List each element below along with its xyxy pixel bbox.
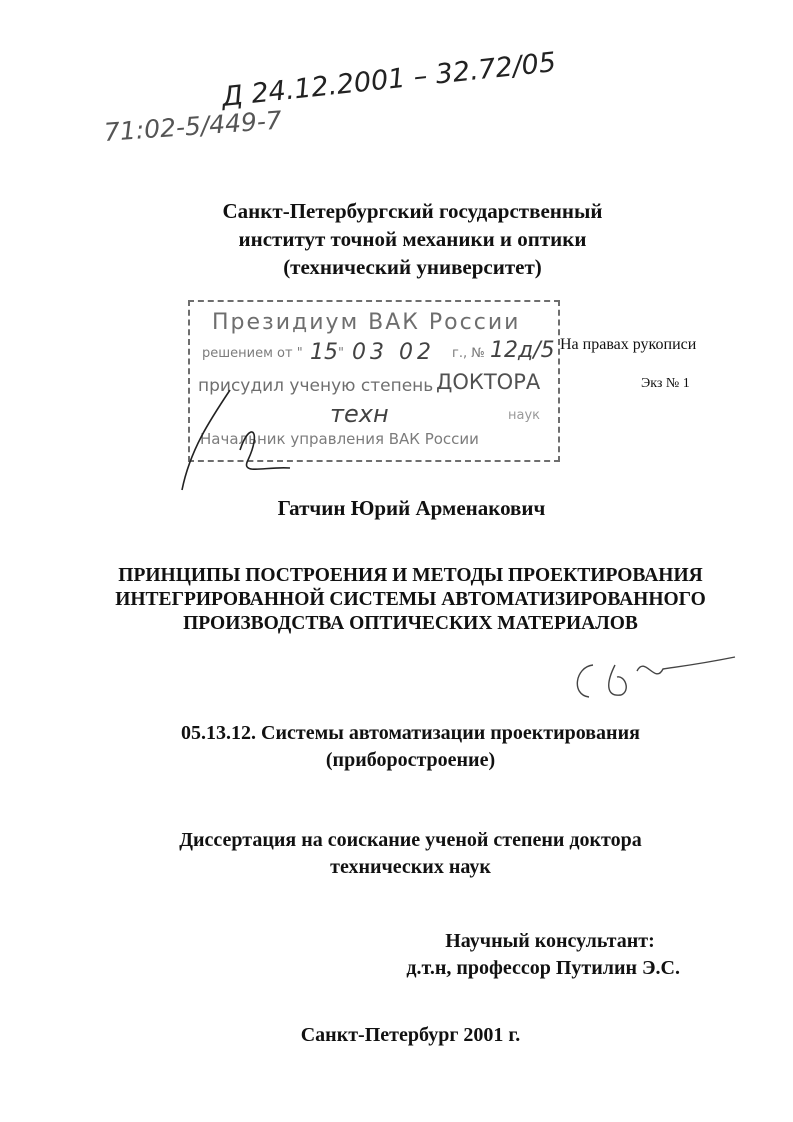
handwritten-registration: Д 24.12.2001 – 32.72/05 <box>220 46 558 113</box>
stamp-title: Президиум ВАК России <box>212 310 521 335</box>
stamp-field: техн <box>330 400 389 428</box>
university-header <box>16 197 793 281</box>
advisor-name: д.т.н, профессор Путилин Э.С. <box>406 957 680 979</box>
dissertation-line-2: технических наук <box>330 856 491 878</box>
copy-number: Экз № 1 <box>641 376 690 391</box>
title-line-3: ПРОИЗВОДСТВА ОПТИЧЕСКИХ МАТЕРИАЛОВ <box>183 613 638 634</box>
stamp-decision-suffix: г., № <box>452 346 485 361</box>
stamp-decision-month-year: 03 02 <box>352 340 435 365</box>
scientific-advisor <box>380 928 680 982</box>
stamp-field-suffix: наук <box>508 408 541 423</box>
dissertation-title <box>14 564 793 636</box>
advisor-label: Научный консультант: <box>445 930 655 952</box>
author-signature <box>565 645 745 705</box>
university-line-1: Санкт-Петербургский государственный <box>222 199 603 223</box>
specialty-line-2: (приборостроение) <box>325 749 496 771</box>
stamp-awarded: присудил ученую степень <box>198 376 434 396</box>
stamp-degree: ДОКТОРА <box>436 370 541 394</box>
manuscript-rights: На правах рукописи <box>560 336 697 353</box>
stamp-decision-day: 15 <box>310 340 338 365</box>
stamp-decision-mid: " <box>338 346 344 361</box>
chief-signature <box>170 380 300 500</box>
university-line-3: (технический университет) <box>283 255 542 279</box>
title-line-1: ПРИНЦИПЫ ПОСТРОЕНИЯ И МЕТОДЫ ПРОЕКТИРОВАНИЯ <box>118 565 703 586</box>
dissertation-type <box>14 827 793 881</box>
stamp-decision-prefix: решением от " <box>202 346 303 361</box>
specialty-line-1: 05.13.12. Системы автоматизации проектирования <box>181 722 640 744</box>
title-line-2: ИНТЕГРИРОВАННОЙ СИСТЕМЫ АВТОМАТИЗИРОВАННОГО <box>115 589 706 610</box>
dissertation-line-1: Диссертация на соискание ученой степени доктора <box>179 829 642 851</box>
author-name: Гатчин Юрий Арменакович <box>277 496 546 520</box>
university-line-2: институт точной механики и оптики <box>238 227 587 251</box>
handwritten-archive-code: 71:02-5/449-7 <box>102 105 283 147</box>
specialty <box>14 720 793 774</box>
city-year: Санкт-Петербург 2001 г. <box>300 1024 521 1046</box>
stamp-decision-number: 12д/5 <box>490 338 555 363</box>
stamp-chief: Начальник управления ВАК России <box>200 430 479 448</box>
